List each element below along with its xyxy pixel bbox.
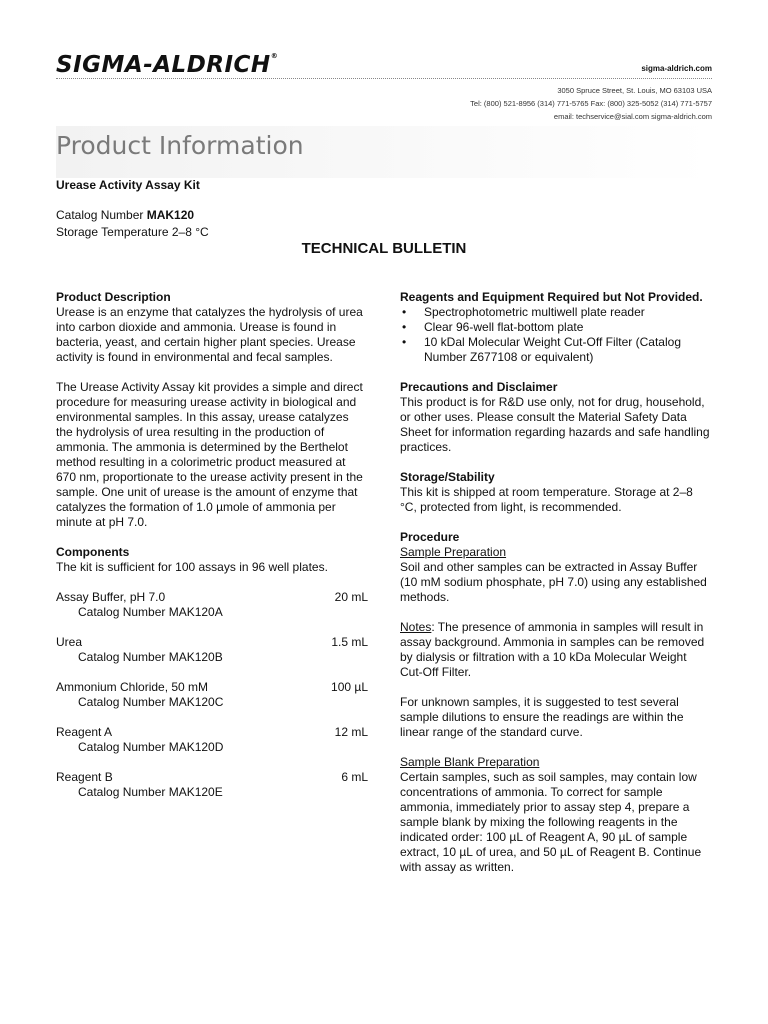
sample-preparation-heading: Sample Preparation [400,545,507,559]
component-item [56,725,368,755]
company-email: email: techservice@sial.com sigma-aldrich.com [553,112,712,121]
catalog-line [56,208,194,222]
component-name: Urea [56,635,83,649]
product-description-heading: Product Description [56,290,171,304]
precautions-heading: Precautions and Disclaimer [400,380,558,394]
sample-blank-heading: Sample Blank Preparation [400,755,540,769]
reagents-list [400,305,712,365]
procedure-heading: Procedure [400,530,460,544]
brand-logo [56,52,278,78]
notes-paragraph [400,620,712,680]
component-item [56,635,368,665]
catalog-label: Catalog Number [56,208,147,222]
components-list [56,575,368,800]
notes-text: : The presence of ammonia in samples will result in assay background. Ammonia in samples can be removed by dialysis or filtration with a 10 kDa Molecular Weight Cut-Off Filter. [400,620,705,679]
component-item [56,590,368,620]
storage-heading: Storage/Stability [400,470,495,484]
component-catalog: Catalog Number MAK120B [78,650,223,664]
bullet-icon: • [402,305,407,319]
left-column [56,290,368,800]
list-item: • Spectrophotometric multiwell plate reader [402,305,645,319]
component-catalog: Catalog Number MAK120D [78,740,224,754]
sample-blank-text: Certain samples, such as soil samples, may contain low concentrations of ammonia. To correct for sample ammonia, immediately prior to assay step 4, prepare a sample blank by mixing the following reagents in the indicated order: 100 µL of Reagent A, 90 µL of sample extract, 10 µL of urea, and 50 µL of Reagent B. Continue with assay as written. [400,770,702,874]
storage-text: This kit is shipped at room temperature. Storage at 2–8 °C, protected from light, is recommended. [400,485,693,514]
product-description-paragraph-2: The Urease Activity Assay kit provides a simple and direct procedure for measuring urease activity in biological and environmental samples. In this assay, urease catalyzes the hydrolysis of urea resulting in the production of ammonia. The ammonia is determined by the Berthelot method resulting in a colorimetric product measured at 670 nm, proportionate to the urease activity present in the sample. One unit of urease is the amount of enzyme that catalyzes the formation of 1.0 µmole of ammonia per minute at pH 7.0. [56,380,363,529]
component-catalog: Catalog Number MAK120C [78,695,224,709]
component-amount: 1.5 mL [331,635,368,649]
components-heading: Components [56,545,130,559]
page-title: Product Information [56,131,304,160]
component-name: Assay Buffer, pH 7.0 [56,590,166,604]
unknown-samples-text: For unknown samples, it is suggested to test several sample dilutions to ensure the readings are within the linear range of the standard curve. [400,695,684,739]
sample-preparation-text: Soil and other samples can be extracted in Assay Buffer (10 mM sodium phosphate, pH 7.0) using any established methods. [400,560,707,604]
component-amount: 20 mL [334,590,368,604]
list-item: • Clear 96-well flat-bottom plate [402,320,584,334]
brand-logo-text: SIGMA-ALDRICH [56,52,271,78]
component-catalog: Catalog Number MAK120E [78,785,223,799]
component-amount: 100 µL [331,680,368,694]
company-address: 3050 Spruce Street, St. Louis, MO 63103 USA [557,86,712,95]
site-url[interactable]: sigma-aldrich.com [641,64,712,73]
company-address-block [470,84,712,123]
product-description-paragraph-1: Urease is an enzyme that catalyzes the hydrolysis of urea into carbon dioxide and ammonia. Urease is found in bacteria, yeast, and certain higher plant species. Urease activity is found in environmental and fecal samples. [56,305,363,364]
bullet-icon: • [402,320,407,334]
notes-label: Notes [400,620,432,634]
component-item [56,680,368,710]
catalog-number: MAK120 [146,208,195,222]
company-phone: Tel: (800) 521-8956 (314) 771-5765 Fax: (800) 325-5052 (314) 771-5757 [470,99,712,108]
bulletin-title: TECHNICAL BULLETIN [301,240,467,257]
right-column [400,290,712,875]
component-name: Ammonium Chloride, 50 mM [56,680,209,694]
component-name: Reagent A [56,725,113,739]
components-intro: The kit is sufficient for 100 assays in 96 well plates. [56,560,328,574]
header-divider [56,78,712,79]
component-item [56,770,368,800]
component-amount: 12 mL [334,725,368,739]
component-amount: 6 mL [341,770,368,784]
storage-temperature: Storage Temperature 2–8 °C [56,225,209,239]
component-catalog: Catalog Number MAK120A [78,605,223,619]
registered-mark: ® [270,52,279,60]
list-item: • 10 kDal Molecular Weight Cut-Off Filter (Catalog Number Z677108 or equivalent) [402,335,681,364]
reagents-heading: Reagents and Equipment Required but Not Provided. [400,290,703,304]
bullet-icon: • [402,335,407,349]
precautions-text: This product is for R&D use only, not for drug, household, or other uses. Please consult the Material Safety Data Sheet for information regarding hazards and safe handling practices. [400,395,710,454]
component-name: Reagent B [56,770,113,784]
product-name: Urease Activity Assay Kit [56,178,200,192]
